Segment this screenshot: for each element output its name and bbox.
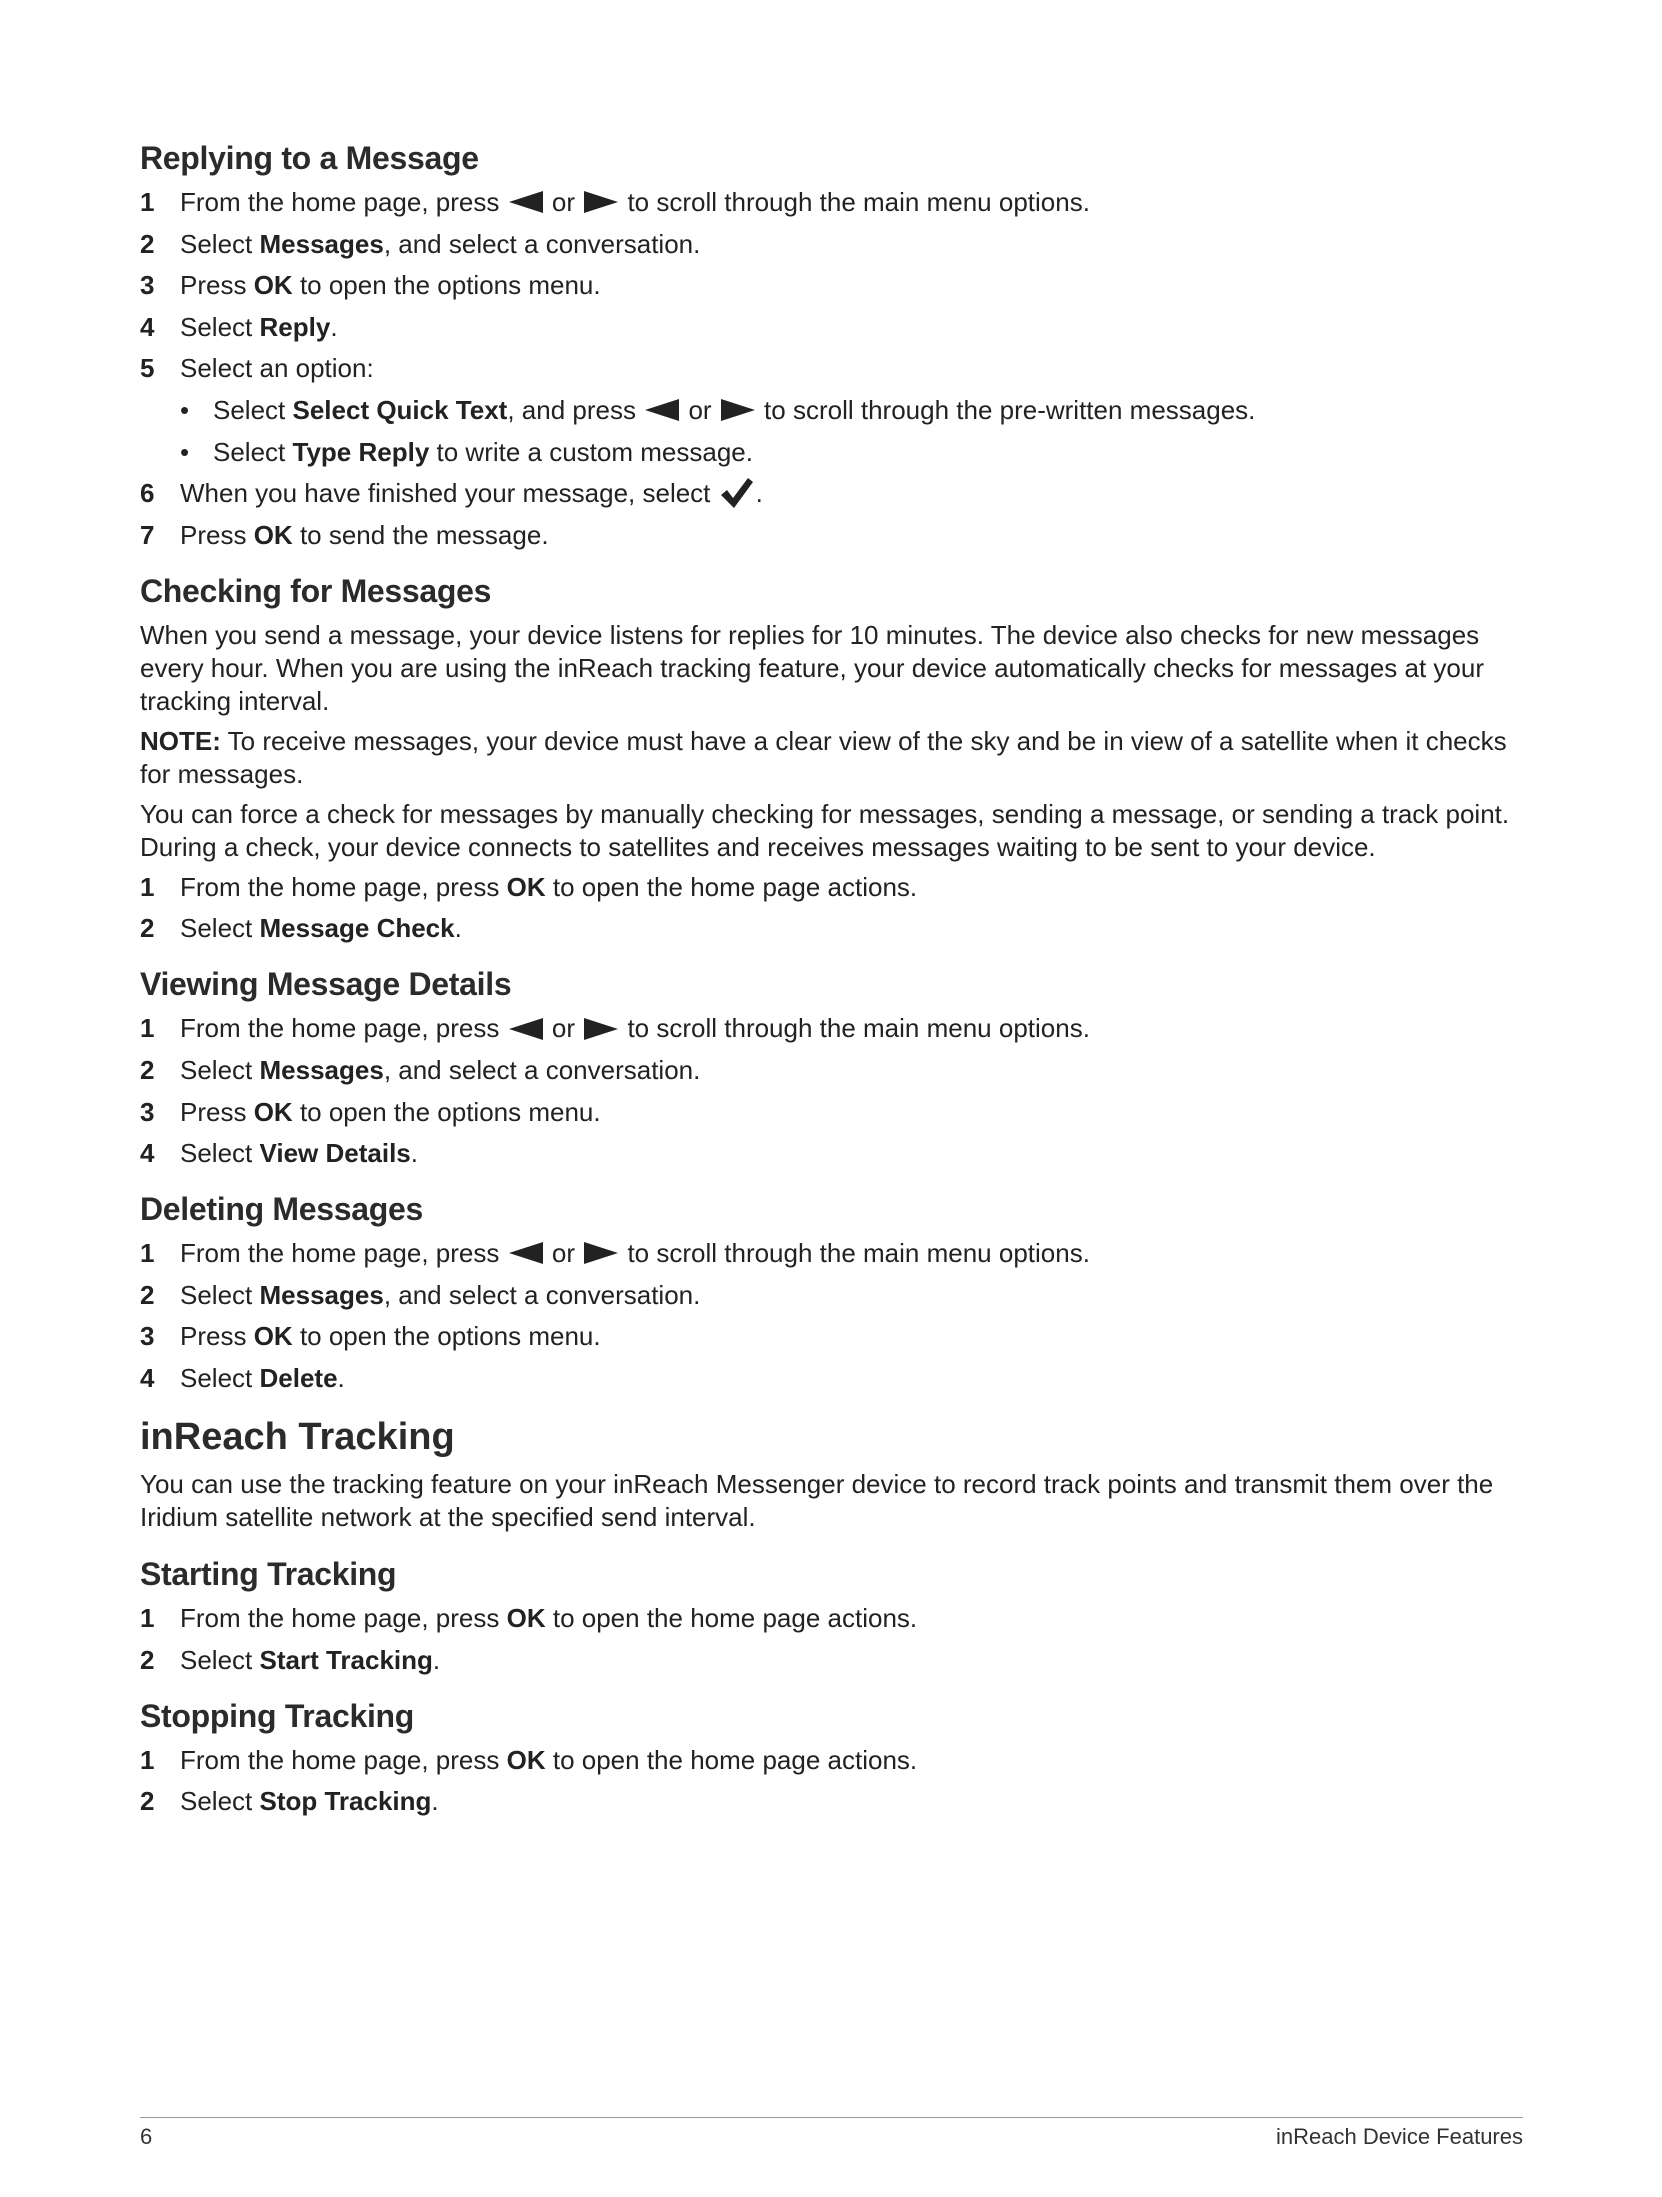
step-text: From the home page, press [180,1744,500,1775]
bullet: • [180,436,190,467]
step-number: 2 [140,1279,155,1310]
step-text: . [410,1138,418,1169]
section-starting [140,1554,1525,1676]
step-item [140,1602,1525,1634]
step-text: to send the message. [299,519,549,550]
ui-term: Delete [259,1363,338,1394]
ui-term: Messages [259,1055,384,1086]
section-deleting [140,1189,1525,1394]
section-stopping [140,1696,1525,1818]
page-content [140,138,1525,1837]
ui-term: OK [253,1096,293,1127]
step-text: Select [180,1055,253,1086]
step-item [140,1744,1525,1776]
option-text: to scroll through the pre-written messages. [764,394,1256,425]
option-item [180,394,1525,426]
section-replying [140,138,1525,551]
step-number: 1 [140,187,155,217]
step-text: . [330,311,338,342]
section-viewing [140,964,1525,1169]
ui-term: OK [506,1744,546,1775]
step-number: 6 [140,478,155,509]
right-arrow-icon [584,1018,618,1040]
left-arrow-icon [509,1018,543,1040]
or-text: or [551,1238,575,1269]
step-number: 3 [140,1096,155,1127]
step-text: Select [180,228,253,259]
left-arrow-icon [509,191,543,213]
step-number: 2 [140,1644,155,1675]
step-number: 3 [140,270,155,301]
step-item [140,269,1525,301]
note-label: NOTE: [140,725,221,756]
steps-list [140,1237,1525,1394]
step-text: . [432,1644,441,1675]
step-number: 4 [140,1363,155,1394]
step-item [140,1096,1525,1128]
page-number: 6 [140,2124,153,2149]
step-item [140,311,1525,343]
option-text: Select [213,394,286,425]
step-item [140,228,1525,260]
or-text: or [551,187,575,217]
ui-term: Select Quick Text [292,394,508,425]
step-item [140,1644,1525,1676]
section-heading: Checking for Messages [140,572,492,609]
option-item [180,436,1525,468]
ui-term: Type Reply [292,436,430,467]
section-heading: Viewing Message Details [140,966,512,1003]
step-number: 4 [140,1138,155,1169]
option-list [180,394,1525,468]
ui-term: View Details [259,1138,411,1169]
step-text: Select an option: [180,353,374,384]
or-text: or [551,1013,575,1044]
step-text: When you have finished your message, select [180,478,711,509]
step-item [140,477,1525,509]
step-text: Press [180,519,247,550]
step-number: 2 [140,913,155,944]
ui-term: OK [253,1321,293,1352]
ui-term: Message Check [259,913,455,944]
step-item [140,1012,1525,1044]
option-text: Select [213,436,286,467]
steps-list [140,1602,1525,1676]
section-checking [140,571,1525,945]
steps-list [140,1744,1525,1818]
ui-term: Stop Tracking [259,1786,432,1817]
step-text: to open the options menu. [299,270,601,301]
left-arrow-icon [645,399,679,421]
ui-term: OK [506,871,546,902]
step-number: 1 [140,871,155,902]
option-text: , and press [507,394,636,425]
ui-term: Start Tracking [259,1644,433,1675]
step-number: 7 [140,519,155,550]
steps-list [140,1012,1525,1169]
step-number: 1 [140,1238,155,1269]
step-text: From the home page, press [180,187,500,217]
paragraph: When you send a message, your device listens for replies for 10 minutes. The device also checks for new messages every hour. When you are using the inReach tracking feature, your device automatically checks for messages at your tracking interval. [140,619,1485,716]
note-text: To receive messages, your device must have a clear view of the sky and be in view of a satellite when it checks for messages. [140,725,1507,789]
step-text: , and select a conversation. [383,1279,701,1310]
step-item [140,186,1525,218]
step-text: Select [180,913,253,944]
step-item [140,1279,1525,1311]
step-number: 3 [140,1321,155,1352]
step-item [140,1237,1525,1269]
step-text: , and select a conversation. [383,228,701,259]
step-item [140,912,1525,944]
or-text: or [688,394,712,425]
step-text: , and select a conversation. [383,1055,701,1086]
step-text: . [431,1786,439,1817]
left-arrow-icon [509,1242,543,1264]
step-text: to open the home page actions. [552,871,918,902]
step-item [140,871,1525,903]
step-number: 1 [140,1603,155,1634]
step-text: From the home page, press [180,1013,500,1044]
section-tracking [140,1414,1525,1534]
bullet: • [180,394,190,425]
footer-divider [140,2117,1523,2118]
step-number: 1 [140,1013,155,1044]
checkmark-icon [720,477,754,509]
step-text: to scroll through the main menu options. [627,1238,1090,1269]
step-number: 1 [140,1744,155,1775]
ui-term: Messages [259,228,384,259]
step-text: Press [180,1096,247,1127]
option-text: to write a custom message. [436,436,753,467]
step-text: . [755,478,763,509]
step-number: 2 [140,1055,155,1086]
step-text: Select [180,1786,253,1817]
step-text: to scroll through the main menu options. [627,187,1090,217]
step-number: 2 [140,228,155,259]
step-text: . [454,913,462,944]
step-text: to open the options menu. [299,1096,601,1127]
step-text: . [337,1363,345,1394]
right-arrow-icon [584,191,618,213]
step-text: to open the home page actions. [552,1744,918,1775]
section-heading: Stopping Tracking [140,1697,415,1734]
section-heading: Deleting Messages [140,1191,424,1228]
step-item [140,1362,1525,1394]
ui-term: Reply [259,311,331,342]
step-text: Press [180,1321,247,1352]
step-number: 4 [140,311,155,342]
step-item [140,1785,1525,1817]
step-item [140,352,1525,467]
ui-term: OK [253,270,293,301]
step-text: to open the home page actions. [552,1603,918,1634]
step-text: Select [180,1138,253,1169]
step-item [140,1054,1525,1086]
step-text: Select [180,311,253,342]
step-text: Select [180,1279,253,1310]
right-arrow-icon [721,399,755,421]
step-text: Select [180,1644,253,1675]
step-item [140,1137,1525,1169]
step-text: to open the options menu. [299,1321,601,1352]
chapter-title: inReach Device Features [1275,2124,1523,2149]
step-text: From the home page, press [180,1238,500,1269]
paragraph: You can use the tracking feature on your inReach Messenger device to record track points and transmit them over the Iridium satellite network at the specified send interval. [140,1469,1494,1533]
steps-list [140,871,1525,945]
ui-term: OK [506,1603,546,1634]
step-number: 5 [140,353,155,384]
step-text: From the home page, press [180,871,500,902]
note [140,725,1525,791]
right-arrow-icon [584,1242,618,1264]
step-text: From the home page, press [180,1603,500,1634]
ui-term: Messages [259,1279,384,1310]
section-heading: Starting Tracking [140,1556,397,1593]
step-text: to scroll through the main menu options. [627,1013,1090,1044]
paragraph: You can force a check for messages by manually checking for messages, sending a message, or sending a track point. During a check, your device connects to satellites and receives messages waiting to be sent to your device. [140,798,1510,862]
step-item [140,1320,1525,1352]
chapter-heading: inReach Tracking [140,1416,455,1459]
steps-list [140,186,1525,551]
step-item [140,519,1525,551]
step-number: 2 [140,1786,155,1817]
ui-term: OK [253,519,293,550]
step-text: Select [180,1363,253,1394]
section-heading: Replying to a Message [140,140,479,176]
step-text: Press [180,270,247,301]
